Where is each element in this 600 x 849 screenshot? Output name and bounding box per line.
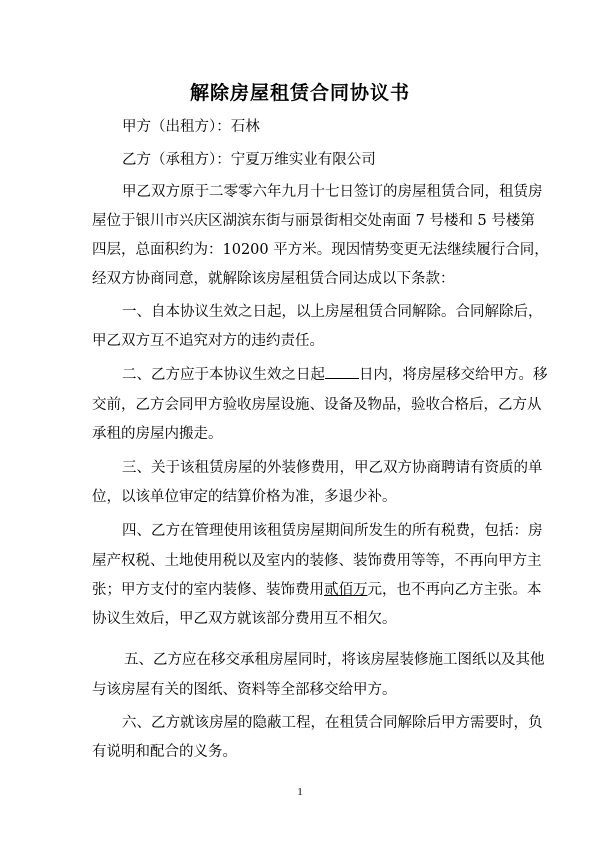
clause-5-line-1: 五、乙方应在移交承租房屋同时，将该房屋装修施工图纸以及其他 [124, 652, 545, 668]
clause-4-line-3 [92, 575, 542, 605]
clause-1-line-1: 一、自本协议生效之日起，以上房屋租赁合同解除。合同解除后， [122, 304, 543, 320]
clause-2-text-b: 日内，将房屋移交给甲方。移 [359, 367, 548, 383]
intro-line-3: 四层，总面积约为：10200 平方米。现因情势变更无法继续履行合同， [92, 242, 549, 258]
clause-4-text-a: 张；甲方支付的室内装修、装饰费用 [92, 582, 324, 598]
intro-line-1: 甲乙双方原于二零零六年九月十七日签订的房屋租赁合同，租赁房 [122, 184, 543, 200]
intro-line-4: 经双方协商同意，就解除该房屋租赁合同达成以下条款： [92, 271, 455, 287]
page-number: 1 [297, 786, 303, 798]
clause-3-line-1: 三、关于该租赁房屋的外装修费用，甲乙双方协商聘请有资质的单 [122, 460, 543, 476]
clause-4-line-1: 四、乙方在管理使用该租赁房屋期间所发生的所有税费，包括：房 [122, 523, 543, 539]
party-b-line: 乙方（承租方）：宁夏万维实业有限公司 [122, 152, 376, 168]
clause-2-line-2: 交前，乙方会同甲方验收房屋设施、设备及物品，验收合格后，乙方从 [92, 397, 542, 413]
document-title: 解除房屋租赁合同协议书 [189, 82, 410, 104]
clause-4-line-4: 协议生效后，甲乙双方就该部分费用互不相欠。 [92, 611, 397, 627]
clause-5-line-2: 与该房屋有关的图纸、资料等全部移交给甲方。 [92, 682, 397, 698]
clause-4-text-b: 元，也不再向乙方主张。本 [367, 582, 542, 598]
clause-3-line-2: 位，以该单位审定的结算价格为准，多退少补。 [92, 489, 397, 505]
amount-underlined: 贰佰万 [324, 582, 368, 598]
clause-6-line-1: 六、乙方就该房屋的隐蔽工程，在租赁合同解除后甲方需要时，负 [122, 715, 543, 731]
clause-6-line-2: 有说明和配合的义务。 [92, 744, 237, 760]
clause-4-line-2: 屋产权税、土地使用税以及室内的装修、装饰费用等等，不再向甲方主 [92, 553, 542, 569]
clause-2-line-1 [122, 360, 548, 390]
party-a-line: 甲方（出租方）：石林 [122, 119, 260, 135]
days-blank [325, 363, 359, 379]
clause-1-line-2: 甲乙双方互不追究对方的违约责任。 [92, 333, 324, 349]
clause-2-text-a: 二、乙方应于本协议生效之日起 [122, 367, 325, 383]
intro-line-2: 屋位于银川市兴庆区湖滨东街与丽景街相交处南面 7 号楼和 5 号楼第 [92, 213, 535, 229]
clause-2-line-3: 承租的房屋内搬走。 [92, 426, 223, 442]
